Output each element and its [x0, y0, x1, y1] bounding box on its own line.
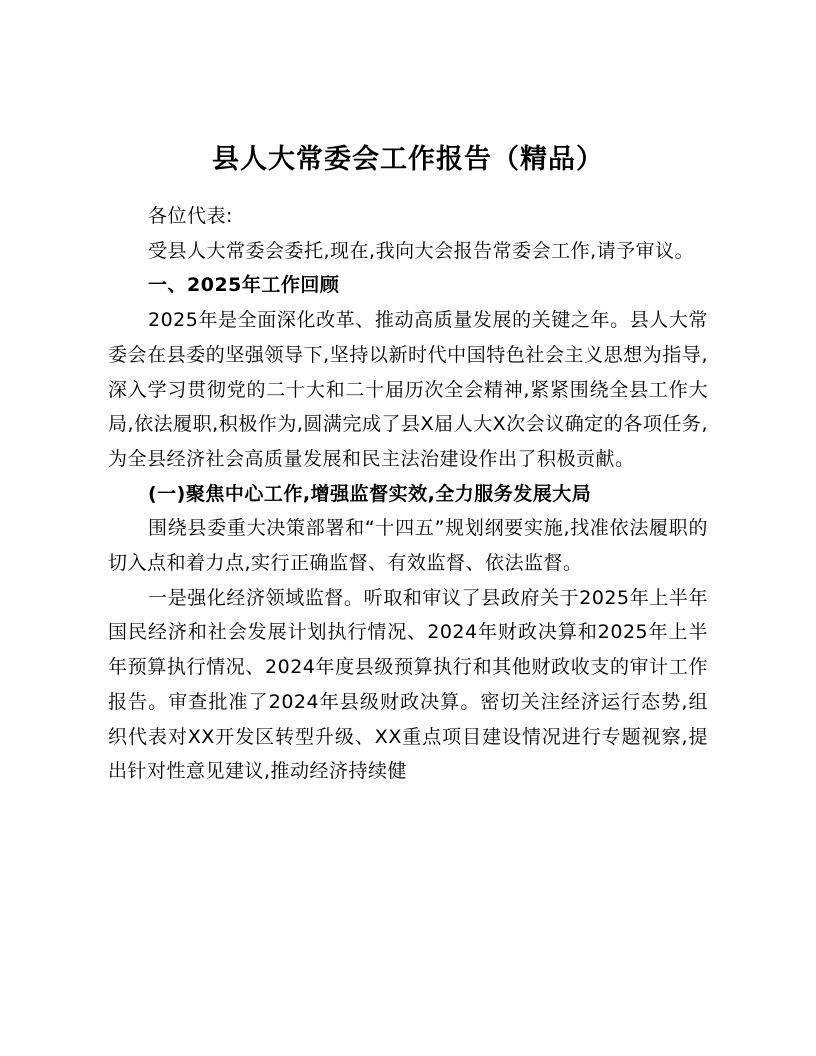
document-page — [108, 0, 708, 1056]
document-title: 县人大常委会工作报告（精品） — [212, 144, 604, 175]
document-body — [108, 199, 708, 789]
opening-paragraph: 受县人大常委会委托,现在,我向大会报告常委会工作,请予审议。 — [148, 239, 695, 262]
body-paragraph: 2025年是全面深化改革、推动高质量发展的关键之年。县人大常委会在县委的坚强领导下,坚持以新时代中国特色社会主义思想为指导,深入学习贯彻党的二十大和二十届历次全会精神,紧紧围绕全县工作大局,依法履职,积极作为,圆满完成了县X届人大X次会议确定的各项任务,为全县经济社会高质量发展和民主法治建设作出了积极贡献。 — [108, 309, 708, 470]
subsection-heading: (一)聚焦中心工作,增强监督实效,全力服务发展大局 — [148, 482, 592, 505]
salutation: 各位代表: — [148, 205, 233, 227]
section-heading: 一、2025年工作回顾 — [148, 274, 340, 297]
body-paragraph: 一是强化经济领域监督。听取和审议了县政府关于2025年上半年国民经济和社会发展计划执行情况、2024年财政决算和2025年上半年预算执行情况、2024年度县级预算执行和其他财政收支的审计工作报告。审查批准了2024年县级财政决算。密切关注经济运行态势,组织代表对XX开发区转型升级、XX重点项目建设情况进行专题视察,提出针对性意见建议,推动经济持续健 — [108, 586, 708, 783]
body-paragraph: 围绕县委重大决策部署和“十四五”规划纲要实施,找准依法履职的切入点和着力点,实行正确监督、有效监督、依法监督。 — [108, 517, 708, 575]
